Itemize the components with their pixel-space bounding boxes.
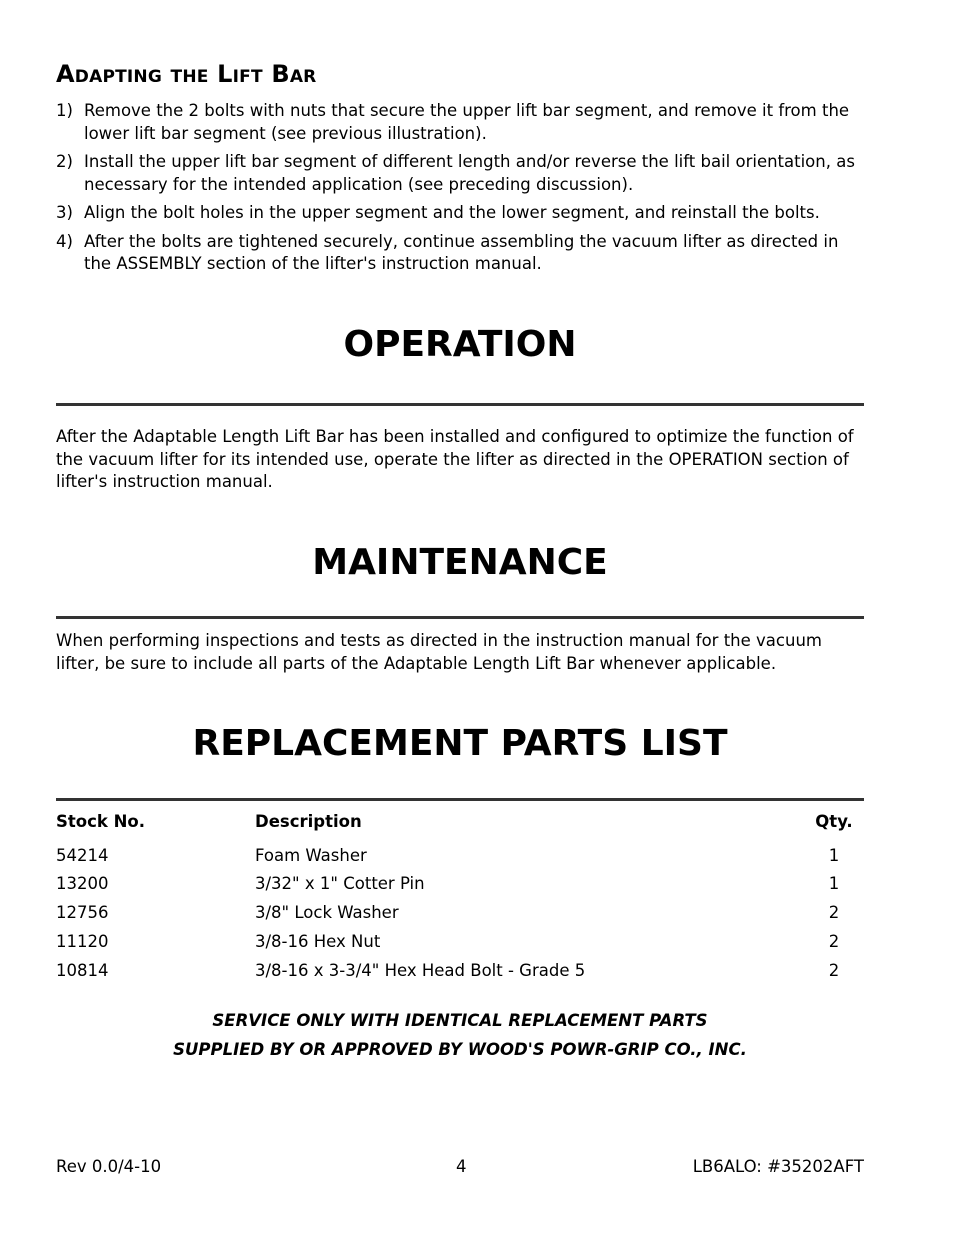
parts-table-header: [56, 812, 854, 836]
part-description: 3/8-16 Hex Nut: [255, 932, 381, 951]
step-number: 1): [56, 101, 73, 120]
table-row: [56, 874, 854, 898]
adapting-steps-list: [56, 100, 864, 282]
maintenance-paragraph: When performing inspections and tests as directed in the instruction manual for the vacuum lifter, be sure to include all parts of the Adaptable Length Lift Bar whenever applicable.: [56, 631, 822, 673]
footer-revision: Rev 0.0/4-10: [56, 1157, 162, 1176]
operation-paragraph: After the Adaptable Length Lift Bar has been installed and configured to optimize the function of the vacuum lifter for its intended use, operate the lifter as directed in the OPERATION section of lifter's instruction manual.: [56, 427, 854, 491]
part-description: Foam Washer: [255, 846, 367, 865]
part-qty: 2: [828, 932, 840, 951]
qty-column-header: Qty.: [815, 812, 853, 831]
adapting-heading: Adapting the Lift Bar: [56, 60, 317, 88]
parts-list-heading: REPLACEMENT PARTS LIST: [192, 723, 728, 764]
table-row: [56, 932, 854, 956]
description-column-header: Description: [255, 812, 362, 831]
part-qty: 2: [828, 961, 840, 980]
stock-number: 54214: [56, 846, 109, 865]
service-notice-line-2: SUPPLIED BY OR APPROVED BY WOOD'S POWR-GRIP CO., INC.: [173, 1040, 747, 1059]
table-row: [56, 961, 854, 985]
maintenance-heading: MAINTENANCE: [312, 542, 608, 583]
part-description: 3/8-16 x 3-3/4" Hex Head Bolt - Grade 5: [255, 961, 586, 980]
step-text: Remove the 2 bolts with nuts that secure the upper lift bar segment, and remove it from the lower lift bar segment (see previous illustration).: [84, 101, 850, 143]
part-description: 3/32" x 1" Cotter Pin: [255, 874, 425, 893]
operation-heading: OPERATION: [343, 324, 577, 365]
footer-page-number: 4: [456, 1157, 467, 1176]
section-divider: [56, 616, 864, 619]
step-number: 4): [56, 231, 73, 251]
section-divider: [56, 403, 864, 406]
list-item: [56, 100, 864, 145]
list-item: [56, 231, 864, 276]
footer-document-id: LB6ALO: #35202AFT: [692, 1157, 864, 1176]
stock-number: 10814: [56, 961, 109, 980]
section-divider: [56, 798, 864, 801]
part-qty: 2: [828, 903, 840, 922]
step-text: After the bolts are tightened securely, continue assembling the vacuum lifter as directed in the ASSEMBLY section of the lifter's instruction manual.: [84, 231, 839, 273]
step-text: Install the upper lift bar segment of different length and/or reverse the lift bail orientation, as necessary for the intended application (see preceding discussion).: [84, 152, 855, 194]
stock-number: 13200: [56, 874, 109, 893]
step-number: 2): [56, 152, 73, 171]
list-item: [56, 151, 864, 196]
stock-number: 11120: [56, 932, 109, 951]
list-item: [56, 202, 864, 225]
table-row: [56, 903, 854, 927]
part-qty: 1: [828, 874, 840, 893]
table-row: [56, 846, 854, 870]
stock-column-header: Stock No.: [56, 812, 146, 831]
step-text: Align the bolt holes in the upper segment and the lower segment, and reinstall the bolts.: [84, 203, 820, 222]
step-number: 3): [56, 203, 73, 222]
service-notice-line-1: SERVICE ONLY WITH IDENTICAL REPLACEMENT PARTS: [212, 1011, 708, 1030]
part-qty: 1: [828, 846, 840, 865]
stock-number: 12756: [56, 903, 109, 922]
part-description: 3/8" Lock Washer: [255, 903, 399, 922]
